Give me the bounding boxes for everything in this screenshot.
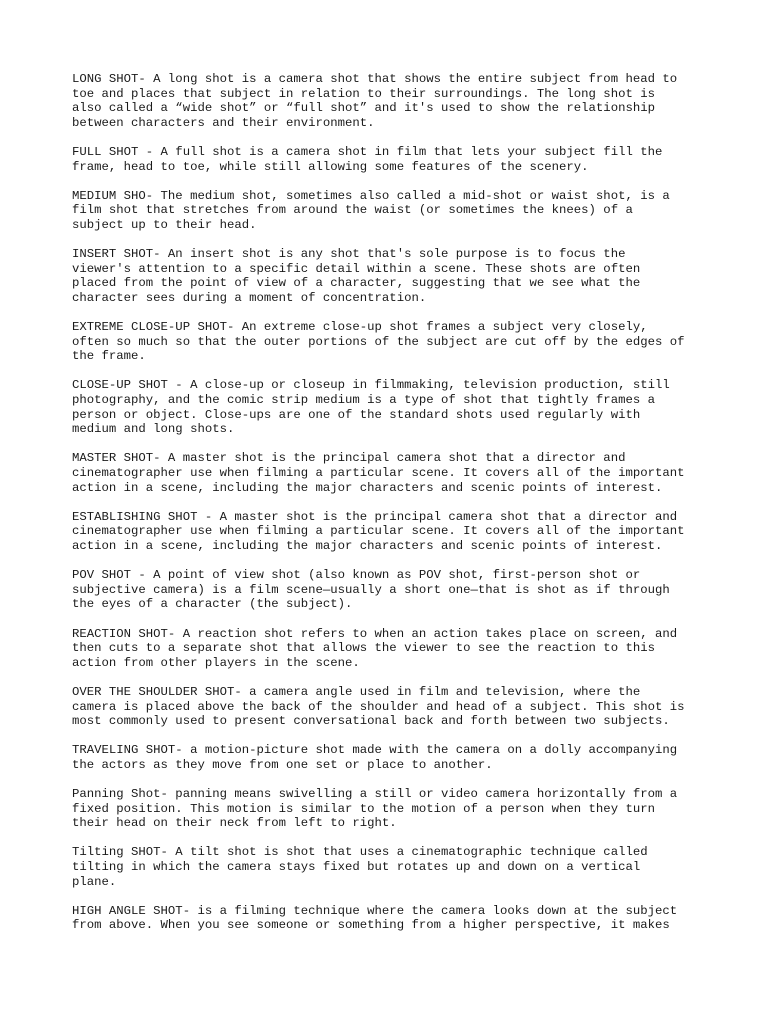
- paragraph-pov-shot: POV SHOT - A point of view shot (also known as POV shot, first-person shot or subjective camera) is a film scene—usually a short one—that is shot as if through the eyes of a character (the subject).: [72, 568, 670, 612]
- paragraph-medium-shot: MEDIUM SHO- The medium shot, sometimes also called a mid-shot or waist shot, is a film shot that stretches from around the waist (or sometimes the knees) of a subject up to their head.: [72, 188, 670, 232]
- document-page: [72, 72, 702, 948]
- paragraph-reaction-shot: REACTION SHOT- A reaction shot refers to when an action takes place on screen, and then cuts to a separate shot that allows the viewer to see the reaction to this action from other players in the scene.: [72, 626, 678, 670]
- paragraph-full-shot: FULL SHOT - A full shot is a camera shot in film that lets your subject fill the frame, head to toe, while still allowing some features of the scenery.: [72, 144, 663, 174]
- paragraph-panning-shot: Panning Shot- panning means swivelling a still or video camera horizontally from a fixed position. This motion is similar to the motion of a person when they turn their head on their neck from left to right.: [72, 787, 678, 831]
- paragraph-master-shot: MASTER SHOT- A master shot is the principal camera shot that a director and cinematographer use when filming a particular scene. It covers all of the important action in a scene, including the major characters and scenic points of interest.: [72, 451, 685, 495]
- paragraph-extreme-close-up-shot: EXTREME CLOSE-UP SHOT- An extreme close-up shot frames a subject very closely, often so much so that the outer portions of the subject are cut off by the edges of the frame.: [72, 320, 685, 364]
- paragraph-insert-shot: INSERT SHOT- An insert shot is any shot that's sole purpose is to focus the viewer's attention to a specific detail within a scene. These shots are often placed from the point of view of a character, suggesting that we see what the character sees during a moment of concentration.: [72, 247, 641, 305]
- paragraph-tilting-shot: Tilting SHOT- A tilt shot is shot that uses a cinematographic technique called tilting in which the camera stays fixed but rotates up and down on a vertical plane.: [72, 845, 648, 889]
- paragraph-establishing-shot: ESTABLISHING SHOT - A master shot is the principal camera shot that a director and cinematographer use when filming a particular scene. It covers all of the important action in a scene, including the major characters and scenic points of interest.: [72, 509, 685, 553]
- paragraph-close-up-shot: CLOSE-UP SHOT - A close-up or closeup in filmmaking, television production, still photography, and the comic strip medium is a type of shot that tightly frames a person or object. Close-ups are one of the standard shots used regularly with medium and long shots.: [72, 378, 670, 437]
- paragraph-high-angle-shot: HIGH ANGLE SHOT- is a filming technique where the camera looks down at the subject from above. When you see someone or something from a higher perspective, it makes: [72, 903, 678, 933]
- paragraph-long-shot: LONG SHOT- A long shot is a camera shot that shows the entire subject from head to toe and places that subject in relation to their surroundings. The long shot is also called a “wide shot” or “full shot” and it's used to show the relationship between characters and their environment.: [72, 72, 678, 130]
- paragraph-over-the-shoulder-shot: OVER THE SHOULDER SHOT- a camera angle used in film and television, where the camera is placed above the back of the shoulder and head of a subject. This shot is most commonly used to present conversational back and forth between two subjects.: [72, 684, 685, 729]
- paragraph-traveling-shot: TRAVELING SHOT- a motion-picture shot made with the camera on a dolly accompanying the actors as they move from one set or place to another.: [72, 743, 678, 772]
